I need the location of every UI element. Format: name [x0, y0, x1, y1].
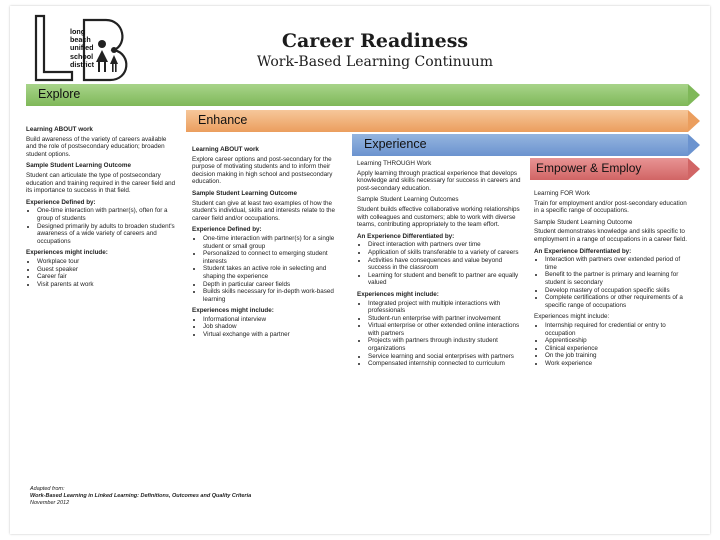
list-item: • Projects with partners through industry student organizations: [368, 337, 525, 352]
list-item: • Application of skills transferable to a variety of careers: [368, 249, 525, 257]
credit-line: Adapted from:: [30, 486, 65, 492]
defined-list: [357, 241, 525, 287]
list-item: • Informational interview: [203, 316, 344, 324]
explore-column: [26, 122, 176, 288]
list-item: • Service learning and social enterprises with partners: [368, 353, 525, 361]
source-credit: [30, 486, 330, 507]
might-heading: Experiences might include:: [357, 290, 439, 298]
logo-line: beach: [70, 35, 91, 45]
list-item: • Virtual enterprise or other extended online interactions with partners: [368, 322, 525, 337]
might-list: [534, 322, 692, 368]
experience-stage-label: Experience: [364, 137, 427, 151]
list-item: • Workplace tour: [37, 258, 176, 266]
logo-line: unified: [70, 43, 94, 53]
explore-stage-arrow: [26, 84, 700, 106]
enhance-stage-label: Enhance: [198, 113, 248, 127]
logo-wordmark: [70, 28, 94, 69]
outcome-text: Student demonstrates knowledge and skills specific to employment in a range of occupations in a career field.: [534, 228, 687, 243]
list-item: • Builds skills necessary for in-depth work-based learning: [203, 288, 344, 303]
list-item: • Clinical experience: [545, 345, 692, 353]
list-item: • Apprenticeship: [545, 337, 692, 345]
list-item: • Benefit to the partner is primary and learning for student is secondary: [545, 271, 692, 286]
empower-stage-label: Empower & Employ: [536, 161, 642, 175]
list-item: • Student takes an active role in selecting and shaping the experience: [203, 265, 344, 280]
outcome-heading: Sample Student Learning Outcome: [192, 189, 297, 197]
list-item: • Learning for student and benefit to partner are equally valued: [368, 272, 525, 287]
list-item: • Designed primarily by adults to broaden student's awareness of a wide variety of careers and occupations: [37, 223, 176, 246]
list-item: • Internship required for credential or entry to occupation: [545, 322, 692, 337]
list-item: • Virtual exchange with a partner: [203, 331, 344, 339]
outcome-heading: Sample Student Learning Outcomes: [357, 196, 459, 204]
outcome-text: Student builds effective collaborative working relationships with colleagues and customers; able to work with diverse teams, contributing appropriately to the team effort.: [357, 205, 520, 229]
column-description: Train for employment and/or post-secondary education in a specific range of occupations.: [534, 199, 687, 215]
list-item: • One-time interaction with partner(s), often for a group of students: [37, 207, 176, 222]
outcome-text: Student can articulate the type of postsecondary education and training required in the career field and its importance to success in that field.: [26, 171, 176, 195]
might-heading: Experiences might include:: [192, 307, 274, 315]
list-item: • Integrated project with multiple interactions with professionals: [368, 300, 525, 315]
list-item: • Student-run enterprise with partner involvement: [368, 315, 525, 323]
outcome-heading: Sample Student Learning Outcome: [26, 162, 131, 170]
column-description: Apply learning through practical experience that develops knowledge and skills necessary for success in careers and post-secondary education.: [357, 169, 521, 192]
credit-line: November 2012: [30, 500, 70, 506]
enhance-stage-arrow: [186, 110, 700, 132]
list-item: • Career fair: [37, 273, 176, 281]
list-item: • Compensated internship connected to curriculum: [368, 360, 525, 368]
experience-column: [357, 156, 525, 368]
empower-column: [534, 186, 692, 367]
page-title: Career Readiness: [281, 30, 469, 52]
list-item: • Guest speaker: [37, 266, 176, 274]
logo-line: school: [70, 51, 94, 61]
defined-list: [26, 207, 176, 245]
learning-heading: Learning ABOUT work: [26, 126, 93, 133]
list-item: • Work experience: [545, 360, 692, 368]
defined-list: [534, 256, 692, 309]
defined-heading: Experience Defined by:: [192, 226, 262, 234]
might-heading: Experiences might include:: [26, 249, 108, 257]
might-list: [26, 258, 176, 288]
defined-heading: Experience Defined by:: [26, 198, 96, 206]
list-item: • Job shadow: [203, 323, 344, 331]
district-logo: [32, 14, 144, 86]
enhance-column: [192, 142, 344, 339]
might-heading: Experiences might include:: [534, 313, 610, 321]
logo-line: district: [70, 59, 94, 69]
list-item: • Complete certifications or other requirements of a specific range of occupations: [545, 294, 692, 309]
explore-stage-label: Explore: [38, 87, 81, 101]
credit-line: Work-Based Learning in Linked Learning: Definitions, Outcomes and Quality Criteria: [30, 493, 252, 499]
learning-heading: Learning FOR Work: [534, 190, 590, 197]
list-item: • Visit parents at work: [37, 281, 176, 289]
list-item: • Activities have consequences and value beyond success in the classroom: [368, 257, 525, 272]
list-item: • On the job training: [545, 352, 692, 360]
outcome-text: Student can give at least two examples of how the student's individual, skills and interests relate to the career field and/or occupations.: [192, 199, 335, 222]
column-description: Explore career options and post-secondary for the purpose of motivating students and to inform their decision making in high school and postsecondary education.: [192, 155, 333, 186]
page-subtitle: Work-Based Learning Continuum: [256, 54, 494, 70]
column-description: Build awareness of the variety of careers available and the role of postsecondary education; broaden student options.: [26, 135, 167, 158]
list-item: • One-time interaction with partner(s) for a single student or small group: [203, 235, 344, 250]
list-item: • Personalized to connect to emerging student interests: [203, 250, 344, 265]
defined-heading: An Experience Differentiated by:: [534, 247, 632, 255]
might-list: [357, 300, 525, 368]
list-item: • Develop mastery of occupation specific skills: [545, 287, 692, 295]
list-item: • Direct interaction with partners over time: [368, 241, 525, 249]
defined-heading: An Experience Differentiated by:: [357, 232, 455, 240]
empower-stage-arrow: [530, 158, 700, 180]
list-item: • Interaction with partners over extended period of time: [545, 256, 692, 271]
outcome-heading: Sample Student Learning Outcome: [534, 218, 633, 226]
defined-list: [192, 235, 344, 303]
logo-line: long: [70, 27, 86, 36]
list-item: • Depth in particular career fields: [203, 281, 344, 289]
learning-heading: Learning THROUGH Work: [357, 160, 432, 167]
experience-stage-arrow: [352, 134, 700, 156]
learning-heading: Learning ABOUT work: [192, 146, 259, 153]
might-list: [192, 316, 344, 339]
